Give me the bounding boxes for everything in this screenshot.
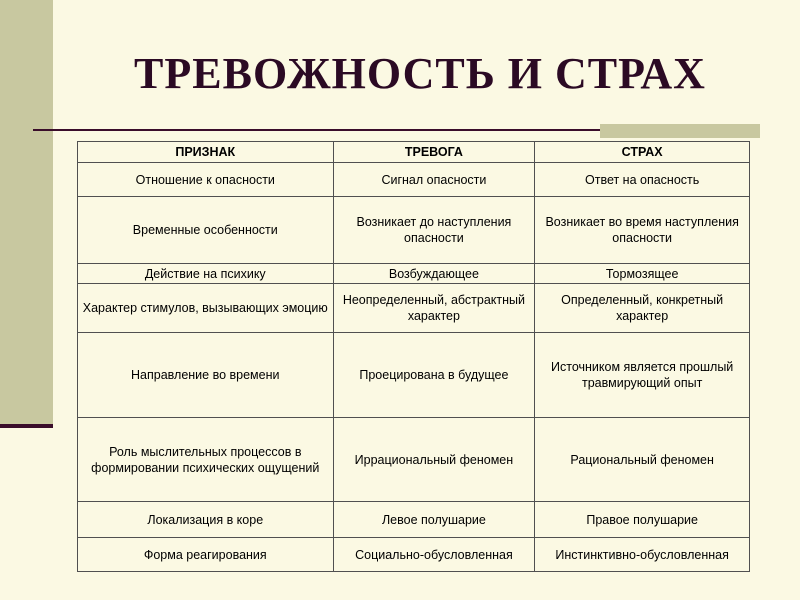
title-underline-block — [600, 124, 760, 138]
table-cell: Роль мыслительных процессов в формировании психических ощущений — [78, 418, 334, 502]
page-title: ТРЕВОЖНОСТЬ И СТРАХ — [134, 49, 706, 98]
table-cell: Действие на психику — [78, 264, 334, 284]
table-row — [78, 502, 750, 538]
table-cell: Определенный, конкретный характер — [535, 284, 750, 333]
table-cell: Временные особенности — [78, 197, 334, 264]
header-row — [78, 142, 750, 163]
table-cell: Форма реагирования — [78, 538, 334, 572]
table-cell: Возникает во время наступления опасности — [535, 197, 750, 264]
table-row — [78, 197, 750, 264]
table-cell: Иррациональный феномен — [333, 418, 535, 502]
header-anxiety: ТРЕВОГА — [333, 142, 535, 163]
table-cell: Рациональный феномен — [535, 418, 750, 502]
header-fear: СТРАХ — [535, 142, 750, 163]
table-row — [78, 538, 750, 572]
table-cell: Возбуждающее — [333, 264, 535, 284]
table-cell: Неопределенный, абстрактный характер — [333, 284, 535, 333]
table-row — [78, 264, 750, 284]
table-cell: Социально-обусловленная — [333, 538, 535, 572]
table-cell: Сигнал опасности — [333, 163, 535, 197]
comparison-table — [77, 141, 750, 572]
table-row — [78, 163, 750, 197]
table-cell: Проецирована в будущее — [333, 333, 535, 418]
table-row — [78, 333, 750, 418]
title-underline — [33, 129, 601, 131]
table-cell: Отношение к опасности — [78, 163, 334, 197]
table-cell: Ответ на опасность — [535, 163, 750, 197]
table-cell: Характер стимулов, вызывающих эмоцию — [78, 284, 334, 333]
header-sign: ПРИЗНАК — [78, 142, 334, 163]
table-cell: Тормозящее — [535, 264, 750, 284]
table-row — [78, 418, 750, 502]
table-cell: Направление во времени — [78, 333, 334, 418]
table-cell: Правое полушарие — [535, 502, 750, 538]
table-cell: Возникает до наступления опасности — [333, 197, 535, 264]
table-row — [78, 284, 750, 333]
table-cell: Локализация в коре — [78, 502, 334, 538]
side-decor-line — [0, 424, 53, 428]
table-cell: Левое полушарие — [333, 502, 535, 538]
table-cell: Источником является прошлый травмирующий опыт — [535, 333, 750, 418]
table-cell: Инстинктивно-обусловленная — [535, 538, 750, 572]
